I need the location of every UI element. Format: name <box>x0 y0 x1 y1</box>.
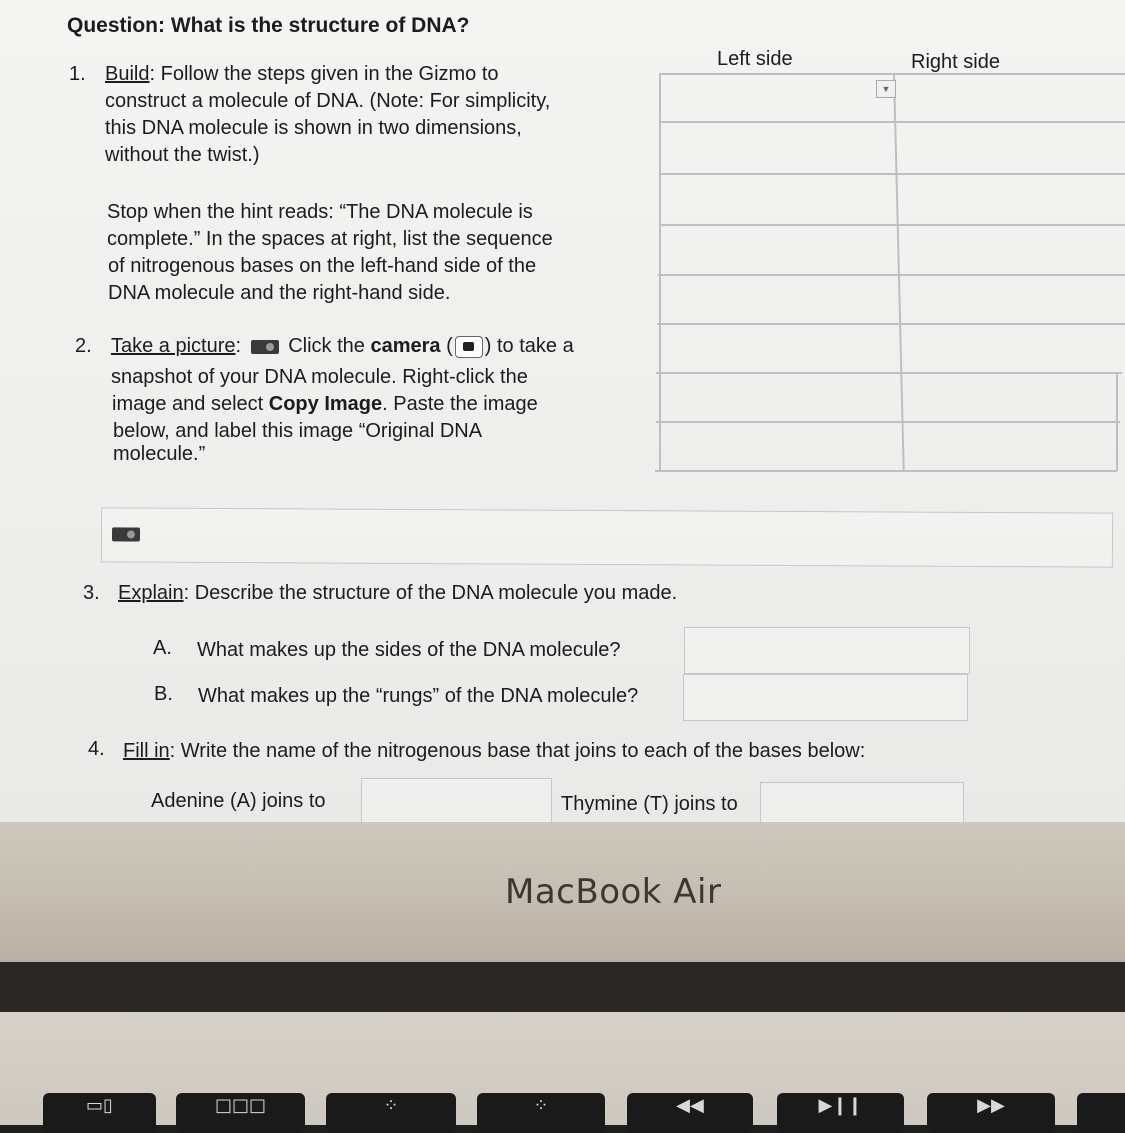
right-side-cell-1[interactable] <box>897 76 1121 119</box>
volume-key[interactable] <box>1077 1093 1125 1133</box>
thymine-answer-field[interactable] <box>760 782 964 822</box>
q1-label: Build <box>105 63 150 85</box>
q1-line-3: without the twist.) <box>105 144 260 166</box>
q1-line-2: this DNA molecule is shown in two dimensions, <box>105 117 522 139</box>
q1-number: 1. <box>69 63 86 85</box>
table-line <box>658 274 1125 276</box>
q1-stop-line-4: DNA molecule and the right-hand side. <box>108 282 451 304</box>
laptop-brand: MacBook Air <box>505 872 722 912</box>
thymine-label: Thymine (T) joins to <box>561 793 738 815</box>
q4-number: 4. <box>88 738 105 760</box>
table-line <box>659 173 1125 175</box>
table-line <box>659 73 661 471</box>
keyboard-brightness-up-key[interactable]: ⁘ <box>477 1093 605 1133</box>
q2-line-2: image and select Copy Image. Paste the image <box>112 393 538 415</box>
q3-first-line: Explain: Describe the structure of the DNA molecule you made. <box>118 582 678 604</box>
q3-number: 3. <box>83 582 100 604</box>
q3-label: Explain <box>118 582 184 604</box>
sides-answer-field[interactable] <box>684 627 970 674</box>
table-line <box>657 323 1125 325</box>
fast-forward-key[interactable]: ▶▶ <box>927 1093 1055 1133</box>
table-line <box>656 421 1120 423</box>
table-line <box>659 224 1125 226</box>
q2-line-1: snapshot of your DNA molecule. Right-click the <box>111 366 528 388</box>
camera-icon[interactable] <box>112 527 140 541</box>
launchpad-key[interactable]: □□□ <box>176 1093 305 1133</box>
q1-stop-line-1: Stop when the hint reads: “The DNA molecule is <box>107 201 533 223</box>
play-pause-key[interactable]: ▶❙❙ <box>777 1093 904 1133</box>
q1-stop-line-2: complete.” In the spaces at right, list the sequence <box>107 228 553 250</box>
question-title: Question: What is the structure of DNA? <box>67 14 470 37</box>
q1-text: : Follow the steps given in the Gizmo to <box>149 63 499 85</box>
copy-image-text: Copy Image <box>268 393 383 415</box>
q3-b-text: What makes up the “rungs” of the DNA molecule? <box>198 685 639 707</box>
table-line <box>655 470 1117 472</box>
q2-line-3: below, and label this image “Original DNA <box>113 420 483 442</box>
left-side-cell-1[interactable] <box>663 76 891 119</box>
q1-line-1: construct a molecule of DNA. (Note: For simplicity, <box>105 90 551 112</box>
table-line <box>893 73 904 471</box>
camera-word: camera <box>370 335 441 357</box>
adenine-answer-field[interactable] <box>361 778 552 822</box>
camera-button-icon <box>455 336 483 358</box>
q3-b-letter: B. <box>154 683 173 705</box>
table-header-right: Right side <box>911 51 1000 73</box>
q3-a-letter: A. <box>153 637 172 659</box>
q4-label: Fill in <box>123 740 170 762</box>
q2-number: 2. <box>75 335 92 357</box>
chevron-down-icon[interactable]: ▼ <box>876 80 896 98</box>
table-header-left: Left side <box>717 48 793 70</box>
table-line <box>1116 372 1118 471</box>
table-line <box>660 121 1125 123</box>
image-paste-box[interactable] <box>101 507 1113 567</box>
rewind-key[interactable]: ◀◀ <box>627 1093 753 1133</box>
keyboard-brightness-down-key[interactable]: ⁘ <box>326 1093 456 1133</box>
q2-label: Take a picture <box>111 335 236 357</box>
mission-control-key[interactable]: ▭▯ <box>43 1093 156 1133</box>
laptop-hinge <box>0 962 1125 1012</box>
adenine-label: Adenine (A) joins to <box>151 790 326 812</box>
camera-icon <box>251 340 279 354</box>
table-line <box>656 372 1122 374</box>
rungs-answer-field[interactable] <box>683 674 968 721</box>
q2-first-line: Take a picture: Click the camera ( ) to take a <box>111 335 574 357</box>
q4-first-line: Fill in: Write the name of the nitrogenous base that joins to each of the bases below: <box>123 740 866 762</box>
q1-stop-line-3: of nitrogenous bases on the left-hand side of the <box>108 255 537 277</box>
q3-a-text: What makes up the sides of the DNA molecule? <box>197 639 621 661</box>
q2-line-4: molecule.” <box>113 443 206 465</box>
q1-first-line <box>105 61 499 88</box>
